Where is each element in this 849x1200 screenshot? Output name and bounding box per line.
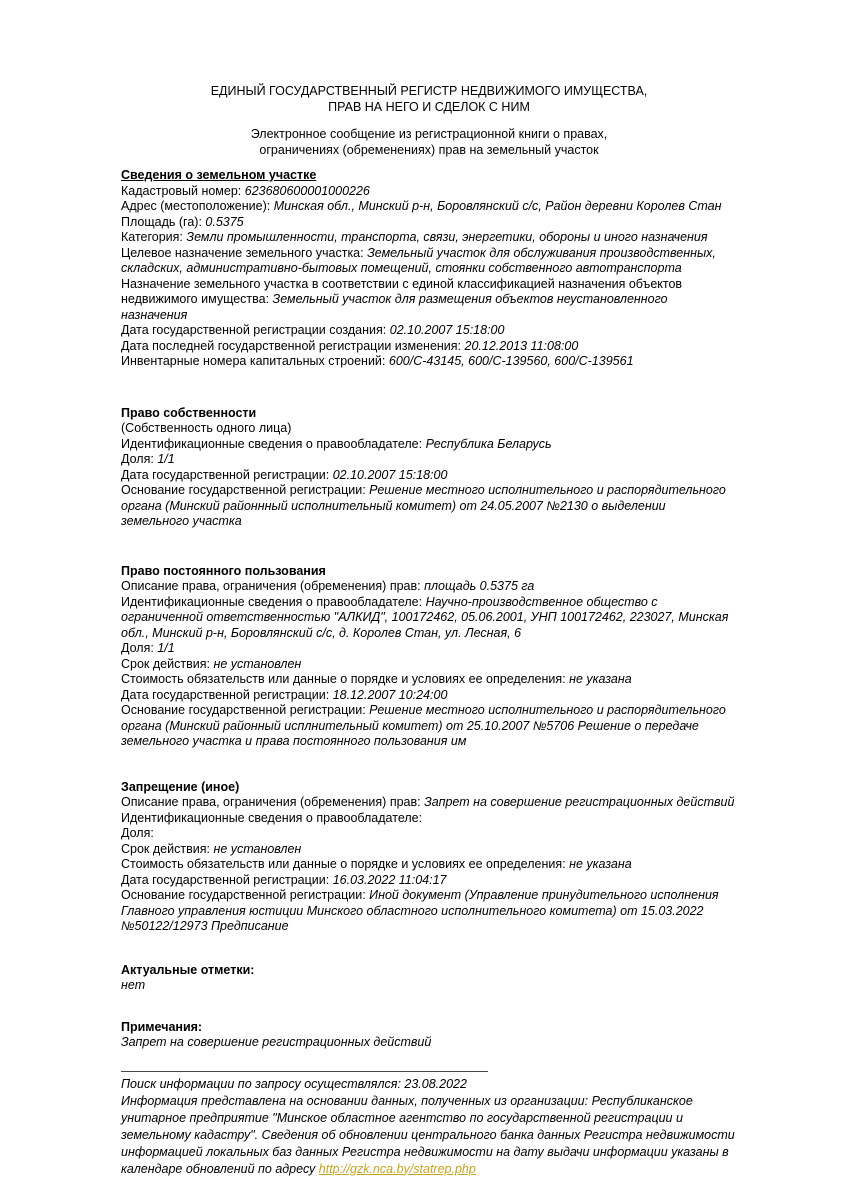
field-line [121,323,737,339]
field-value: площадь 0.5375 га [424,579,535,593]
field-value: Земли промышленности, транспорта, связи, энергетики, обороны и иного назначения [186,230,708,244]
footer-divider-line [121,1071,488,1072]
field-line [121,826,737,842]
field-line [121,1035,737,1051]
field-value: 0.5375 [205,214,244,229]
field-label: Площадь (га): [121,214,202,229]
field-label: Доля: [121,641,154,655]
field-label: Инвентарные номера капитальных строений: [121,354,386,368]
field-label: Идентификационные сведения о правообладателе: [121,810,423,825]
section-land-plot-info [121,168,737,370]
section-heading: Актуальные отметки: [121,962,255,977]
field-value: Республика Беларусь [425,436,552,451]
field-label: Идентификационные сведения о правообладателе: [121,436,423,451]
field-line [121,421,737,437]
field-value: 02.10.2007 15:18:00 [332,467,448,482]
field-line [121,641,737,657]
field-line [121,595,737,642]
section-heading: Право постоянного пользования [121,563,326,578]
field-label: Дата последней государственной регистрации изменения: [121,338,462,353]
document-header [121,84,737,158]
footer-info-text: Информация представлена на основании данных, полученных из организации: Республиканское унитарное предприятие "Минское областное агентство по государственной регистрации и земельному кадастру". Сведения об обновлении центрального банка данных Регистра недвижимости информацией локальных баз данных Регистра недвижимости на дату выдачи информации указаны в календаре обновлений по адресу [121,1093,735,1176]
field-value: Земельный участок для размещения объектов неустановленного назначения [121,292,668,322]
field-value: Запрет на совершение регистрационных действий [424,795,735,809]
field-line [121,184,737,200]
footer-info-paragraph [121,1093,737,1178]
field-value: не указана [569,672,632,686]
field-value: 1/1 [157,641,175,655]
field-value: Минская обл., Минский р-н, Боровлянский с/с, Район деревни Королев Стан [273,199,722,213]
field-label: Дата государственной регистрации: [121,872,330,887]
field-line [121,873,737,889]
field-value: 16.03.2022 11:04:17 [332,872,447,887]
search-date-line: Поиск информации по запросу осуществлялся: 23.08.2022 [121,1076,467,1091]
field-label: Основание государственной регистрации: [121,888,366,902]
field-label: Назначение земельного участка в соответствии с единой классификацией назначения объектов недвижимого имущества: [121,276,683,306]
field-line [121,199,737,215]
field-line [121,468,737,484]
field-line [121,688,737,704]
field-value: 20.12.2013 11:08:00 [464,338,579,353]
field-line [121,888,737,935]
field-line [121,246,737,277]
field-label: Дата государственной регистрации создания: [121,323,387,337]
field-value: не установлен [213,841,302,856]
field-label: Описание права, ограничения (обременения) прав: [121,795,421,809]
section-notes [121,1020,737,1051]
field-label: (Собственность одного лица) [121,421,292,435]
field-line [121,795,737,811]
field-label: Основание государственной регистрации: [121,703,366,717]
field-line [121,579,737,595]
field-value: 1/1 [157,452,175,466]
field-value: не установлен [213,656,302,671]
title-line-2: ПРАВ НА НЕГО И СДЕЛОК С НИМ [328,99,530,114]
field-line [121,703,737,750]
section-heading: Право собственности [121,405,257,420]
field-label: Стоимость обязательств или данные о порядке и условиях ее определения: [121,857,566,871]
section-permanent-use-right [121,564,737,750]
field-line [121,215,737,231]
section-prohibition [121,780,737,935]
field-label: Категория: [121,230,183,244]
field-value: Запрет на совершение регистрационных действий [121,1035,432,1049]
document-subtitle [121,127,737,158]
field-label: Доля: [121,452,154,466]
field-line [121,277,737,324]
field-value: Решение местного исполнительного и распорядительного органа (Минский районнный исполнительный комитет) от 24.05.2007 №2130 о выделении земельного участка [121,483,726,528]
section-heading: Сведения о земельном участке [121,168,317,182]
title-line-1: ЕДИНЫЙ ГОСУДАРСТВЕННЫЙ РЕГИСТР НЕДВИЖИМОГО ИМУЩЕСТВА, [210,84,648,98]
field-line [121,230,737,246]
field-label: Описание права, ограничения (обременения) прав: [121,579,421,593]
field-value: не указана [569,857,632,871]
field-label: Доля: [121,826,154,840]
field-value: 18.12.2007 10:24:00 [332,687,448,702]
field-label: Кадастровый номер: [121,183,242,198]
field-line [121,354,737,370]
field-value: Решение местного исполнительного и распорядительного органа (Минский районный исплнительный комитет) от 25.10.2007 №5706 Решение о передаче земельного участка и права постоянного пользования им [121,703,726,748]
field-label: Срок действия: [121,656,210,671]
field-label: Идентификационные сведения о правообладателе: [121,594,423,609]
field-value: 600/С-43145, 600/С-139560, 600/С-139561 [388,354,634,368]
section-heading: Запрещение (иное) [121,779,240,794]
statrep-link[interactable]: http://gzk.nca.by/statrep.php [318,1161,476,1176]
field-line [121,437,737,453]
field-line [121,452,737,468]
field-value: нет [121,978,146,992]
field-value: Земельный участок для обслуживания производственных, складских, административно-бытовых помещений, стоянки собственного автотранспорта [121,245,716,275]
field-label: Основание государственной регистрации: [121,483,366,497]
field-line [121,339,737,355]
field-line [121,672,737,688]
field-line [121,483,737,530]
field-line [121,811,737,827]
field-label: Целевое назначение земельного участка: [121,245,364,260]
document-footer [121,1071,737,1178]
field-line [121,842,737,858]
field-line [121,978,737,994]
field-label: Адрес (местоположение): [121,199,271,213]
field-line [121,857,737,873]
field-value: Научно-производственное общество с ограниченной ответственностью "АЛКИД", 100172462, 05.06.2001, УНП 100172462, 223027, Минская обл., Минский р-н, Боровлянский с/с, д. Королев Стан, ул. Лесная, 6 [121,594,729,640]
field-line [121,657,737,673]
field-value: 02.10.2007 15:18:00 [389,323,505,337]
section-current-marks [121,963,737,994]
field-value: Иной документ (Управление принудительного исполнения Главного управления юстиции Минского областного исполнительного комитета) от 15.03.2022 №50122/12973 Предписание [121,888,719,933]
field-value: 623680600001000226 [244,183,370,198]
section-ownership-right [121,406,737,530]
section-heading: Примечания: [121,1019,203,1034]
field-label: Дата государственной регистрации: [121,467,330,482]
field-label: Стоимость обязательств или данные о порядке и условиях ее определения: [121,672,566,686]
field-label: Срок действия: [121,841,210,856]
document-sections [121,168,737,1051]
subtitle-line-2: ограничениях (обременениях) прав на земельный участок [259,142,599,157]
subtitle-line-1: Электронное сообщение из регистрационной книги о правах, [250,127,608,141]
field-label: Дата государственной регистрации: [121,687,330,702]
